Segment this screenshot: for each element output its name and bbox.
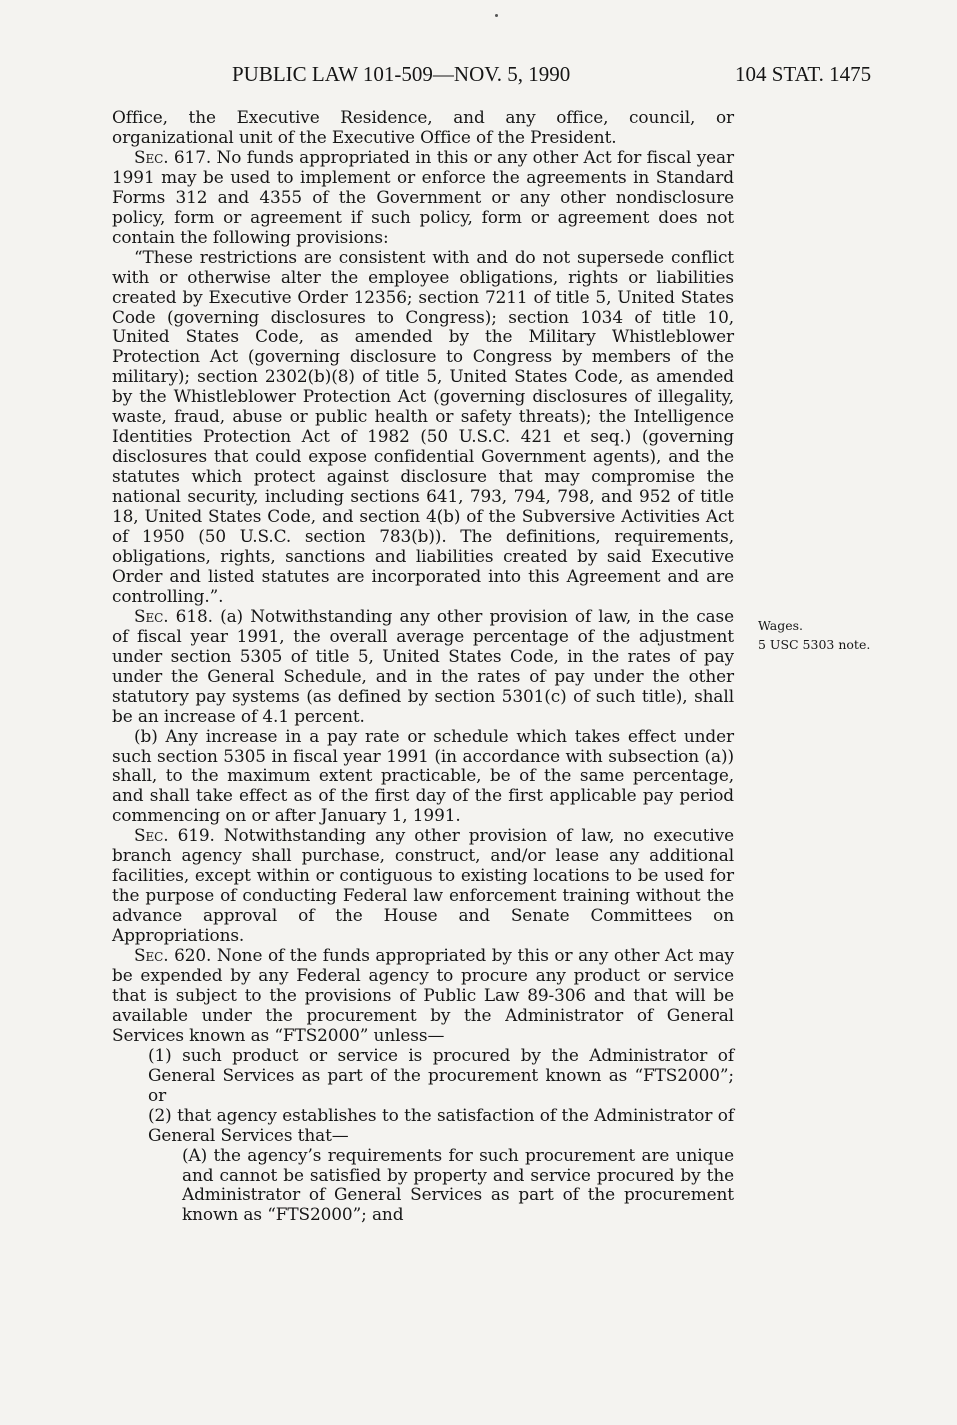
- section-618-b: (b) Any increase in a pay rate or schedule which takes effect under such section 5305 in fiscal year 1991 (in accordance with subsection (a)) shall, to the maximum extent practicable, be of the same percentage, and shall take effect as of the first day of the first applicable pay period commencing on or after January 1, 1991.: [112, 725, 734, 826]
- section-617-text: 617. No funds appropriated in this or any other Act for fiscal year 1991 may be used to implement or enforce the agreements in Standard Forms 312 and 4355 of the Government or any other nondisclosure policy, form or agreement if such policy, form or agreement does not contain the following provisions:: [112, 146, 734, 247]
- subparagraph-item-a: (A) the agency’s requirements for such procurement are unique and cannot be satisfied by property and service procured by the Administrator of General Services as part of the procurement known as “FTS2000”; and: [182, 1144, 734, 1225]
- page-speck: [495, 14, 498, 17]
- section-label: Sec.: [134, 945, 169, 966]
- section-618-a: [112, 607, 734, 727]
- section-619-text: 619. Notwithstanding any other provision of law, no executive branch agency shall purchase, construct, and/or lease any additional facilities, except within or contiguous to existing locations to be used for the purpose of conducting Federal law enforcement training without the advance approval of the House and Senate Committees on Appropriations.: [112, 825, 734, 946]
- margin-note-wages: Wages.: [758, 618, 804, 633]
- section-618-a-text: 618. (a) Notwithstanding any other provision of law, in the case of fiscal year 1991, the overall average percentage of the adjustment under section 5305 of title 5, United States Code, in the rates of pay under the General Schedule, and in the rates of pay under the other statutory pay systems (as defined by section 5301(c) of such title), shall be an increase of 4.1 percent.: [112, 605, 734, 726]
- quoted-provision: “These restrictions are consistent with and do not supersede conflict with or otherwise alter the employee obligations, rights or liabilities created by Executive Order 12356; section 7211 of title 5, United States Code (governing disclosures to Congress); section 1034 of title 10, United States Code, as amended by the Military Whistleblower Protection Act (governing disclosure to Congress by members of the military); section 2302(b)(8) of title 5, United States Code, as amended by the Whistleblower Protection Act (governing disclosures of illegality, waste, fraud, abuse or public health or safety threats); the Intelligence Identities Protection Act of 1982 (50 U.S.C. 421 et seq.) (governing disclosures that could expose confidential Government agents), and the statutes which protect against disclosure that may compromise the national security, including sections 641, 793, 794, 798, and 952 of title 18, United States Code, and section 4(b) of the Subversive Activities Act of 1950 (50 U.S.C. section 783(b)). The definitions, requirements, obligations, rights, sanctions and liabilities created by said Executive Order and listed statutes are incorporated into this Agreement and are controlling.”.: [112, 246, 734, 606]
- section-620-text: 620. None of the funds appropriated by this or any other Act may be expended by any Federal agency to procure any product or service that is subject to the provisions of Public Law 89-306 and that will be available under the procurement by the Administrator of General Services known as “FTS2000” unless—: [112, 945, 734, 1045]
- paragraph-item-2: (2) that agency establishes to the satisfaction of the Administrator of General Services that—: [148, 1104, 734, 1145]
- section-619: [112, 826, 734, 946]
- paragraph-item-1: (1) such product or service is procured by the Administrator of General Services as part of the procurement known as “FTS2000”; or: [148, 1044, 734, 1105]
- section-620: [112, 946, 734, 1046]
- header-title: PUBLIC LAW 101-509—NOV. 5, 1990: [232, 62, 571, 86]
- header-stat-page: 104 STAT. 1475: [735, 62, 872, 86]
- section-617: [112, 148, 734, 248]
- document-body: [112, 108, 734, 1225]
- section-label: Sec.: [134, 825, 169, 846]
- margin-note-usc: 5 USC 5303 note.: [758, 637, 871, 652]
- section-label: Sec.: [134, 146, 169, 167]
- section-label: Sec.: [134, 605, 169, 626]
- intro-paragraph: Office, the Executive Residence, and any office, council, or organizational unit of the Executive Office of the President.: [112, 107, 734, 147]
- running-header: [0, 62, 957, 92]
